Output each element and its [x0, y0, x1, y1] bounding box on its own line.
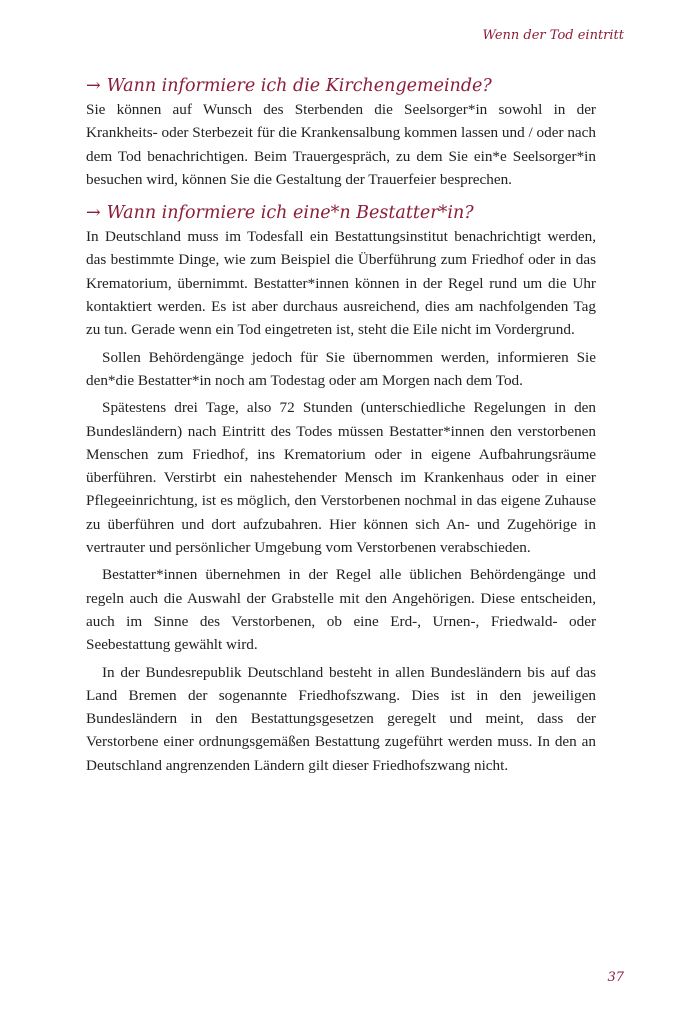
page-number: 37: [607, 970, 624, 985]
page-content: [86, 74, 596, 787]
paragraph: In der Bundesrepublik Deutschland besteht in allen Bundesländern bis auf das Land Bremen der sogenannte Friedhofszwang. Dies ist in den jeweiligen Bundesländern in den Bestattungsgesetzen geregelt und meint, dass der Verstorbene einer ordnungsgemäßen Bestattung zugeführt werden muss. In den an Deutschland angrenzenden Ländern gilt dieser Friedhofszwang nicht.: [86, 663, 596, 774]
section-heading: [86, 201, 596, 225]
running-head: Wenn der Tod eintritt: [482, 28, 624, 43]
section-undertaker: [86, 201, 596, 777]
section-heading: [86, 74, 596, 98]
paragraph: Sollen Behördengänge jedoch für Sie übernommen werden, informieren Sie den*die Bestatter*in noch am Todestag oder am Morgen nach dem Tod.: [86, 348, 596, 389]
paragraph: In Deutschland muss im Todesfall ein Bestattungsinstitut benachrichtigt werden, das bestimmte Dinge, wie zum Beispiel die Überführung zum Friedhof oder in das Krematorium, übernimmt. Bestatter*innen können in der Regel rund um die Uhr kontaktiert werden. Es ist aber durchaus ausreichend, dies am nachfolgenden Tag zu tun. Gerade wenn ein Tod eingetreten ist, steht die Eile nicht im Vordergrund.: [86, 228, 596, 339]
arrow-icon: →: [86, 203, 101, 224]
section-heading-text: Wann informiere ich die Kirchengemeinde?: [106, 76, 492, 96]
arrow-icon: →: [86, 76, 101, 96]
paragraph: Bestatter*innen übernehmen in der Regel alle üblichen Behördengänge und regeln auch die Auswahl der Grabstelle mit den Angehörigen. Diese entscheiden, auch im Sinne des Verstorbenen, ob eine Erd-, Urnen-, Friedwald- oder Seebestattung gewählt wird.: [86, 566, 596, 654]
section-church: [86, 74, 596, 191]
section-heading-text: Wann informiere ich eine*n Bestatter*in?: [106, 203, 474, 224]
paragraph: Sie können auf Wunsch des Sterbenden die Seelsorger*in sowohl in der Krankheits- oder Sterbezeit für die Krankensalbung kommen lassen und / oder nach dem Tod benachrichtigen. Beim Trauergespräch, zu dem Sie ein*e Seelsorger*in besuchen wird, können Sie die Gestaltung der Trauerfeier besprechen.: [86, 101, 596, 188]
paragraph: Spätestens drei Tage, also 72 Stunden (unterschiedliche Regelungen in den Bundesländern) nach Eintritt des Todes müssen Bestatter*innen den verstorbenen Menschen zum Friedhof, ins Krematorium oder in eigene Aufbahrungsräume überführen. Verstirbt ein nahestehender Mensch im Krankenhaus oder in einer Pflegeeinrichtung, ist es möglich, den Verstorbenen nochmal in das eigene Zuhause zu überführen und dort aufzubahren. Hier können sich An- und Zugehörige in vertrauter und persönlicher Umgebung vom Verstorbenen verabschieden.: [86, 399, 596, 557]
